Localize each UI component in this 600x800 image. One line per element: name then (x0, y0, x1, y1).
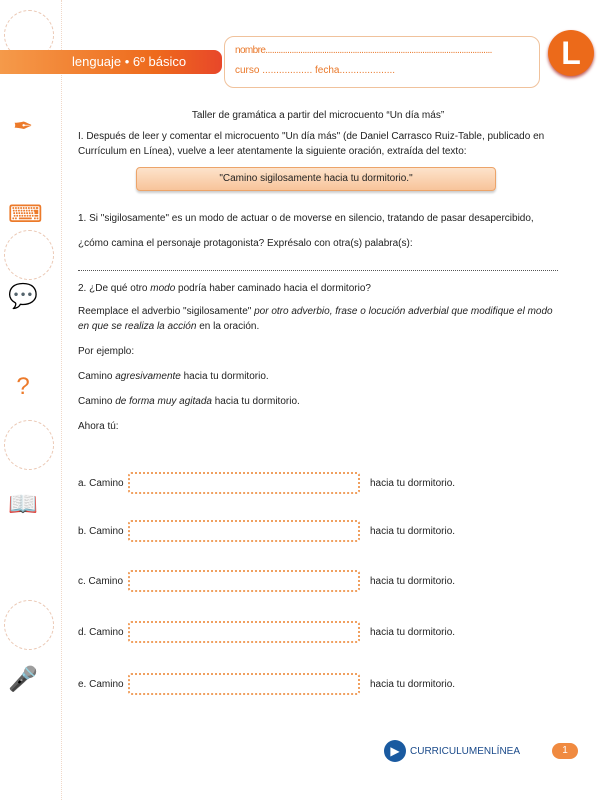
subject-banner: lenguaje • 6º básico (0, 50, 222, 74)
answer-input[interactable] (128, 520, 360, 542)
brand-text: CURRICULUMENLÍNEA (410, 745, 521, 757)
quote-box: "Camino sigilosamente hacia tu dormitorio." (136, 167, 496, 191)
answer-input[interactable] (128, 570, 360, 592)
swirl-decoration (4, 600, 54, 650)
text: agresivamente (115, 371, 181, 382)
row-label: d. Camino (78, 626, 124, 638)
text: de forma muy agitada (115, 396, 212, 407)
course-date-field[interactable]: curso .................. fecha.................... (235, 65, 396, 76)
text: hacia tu dormitorio. (211, 396, 300, 407)
row-label: b. Camino (78, 525, 124, 537)
worksheet-content (78, 108, 558, 434)
answer-row-b (78, 520, 455, 542)
example-1 (78, 369, 558, 384)
feather-pen-icon: ✒ (12, 113, 34, 140)
question-1a: 1. Si "sigilosamente" es un modo de actuar o de moverse en silencio, tratando de pasar desapercibido, (78, 213, 534, 224)
text: en la oración. (196, 321, 260, 332)
swirl-decoration (4, 420, 54, 470)
text: modo (150, 283, 176, 294)
answer-row-e (78, 673, 455, 695)
text: podría haber caminado hacia el dormitorio? (175, 283, 371, 294)
answer-input[interactable] (128, 621, 360, 643)
now-you-label: Ahora tú: (78, 421, 119, 432)
answer-input[interactable] (128, 472, 360, 494)
row-label: c. Camino (78, 575, 124, 587)
text: Reemplace el adverbio "sigilosamente" (78, 306, 255, 317)
student-info-box (224, 36, 540, 88)
speech-bubble-icon: 💬 (8, 283, 38, 310)
row-suffix: hacia tu dormitorio. (370, 575, 456, 587)
answer-row-a (78, 472, 455, 494)
text: Camino (78, 371, 116, 382)
typewriter-icon: ⌨ (8, 201, 43, 228)
instruction (78, 304, 558, 334)
name-field[interactable]: nombre........................................................................................................ (235, 45, 492, 56)
text: por otro adverbio, frase o locución adverbial que modifique el modo en que se realiza la acción (78, 306, 553, 332)
row-suffix: hacia tu dormitorio. (370, 626, 456, 638)
decorative-margin (0, 0, 62, 800)
intro-text: I. Después de leer y comentar el microcuento "Un día más" (de Daniel Carrasco Ruiz-Table, publicado en Currículum en Línea), vuelve a leer atentamente la siguiente oración, extraída del texto: (78, 131, 545, 157)
row-label: a. Camino (78, 477, 124, 489)
example-label: Por ejemplo: (78, 346, 135, 357)
subject-logo: L (548, 30, 594, 76)
example-2 (78, 394, 558, 409)
text: hacia tu dormitorio. (180, 371, 269, 382)
play-arrow-icon: ▶ (384, 740, 406, 762)
text: 2. ¿De qué otro (78, 283, 151, 294)
book-icon: 📖 (8, 491, 38, 518)
text: Camino (78, 396, 116, 407)
row-suffix: hacia tu dormitorio. (370, 525, 456, 537)
answer-row-d (78, 621, 455, 643)
swirl-decoration (4, 230, 54, 280)
question-1b: ¿cómo camina el personaje protagonista? Exprésalo con otra(s) palabra(s): (78, 238, 413, 249)
microphone-icon: 🎤 (8, 666, 38, 693)
answer-input[interactable] (128, 673, 360, 695)
worksheet-title: Taller de gramática a partir del microcuento “Un día más” (191, 110, 445, 121)
answer-line[interactable] (78, 261, 558, 271)
curriculum-logo (384, 740, 520, 762)
answer-row-c (78, 570, 455, 592)
row-label: e. Camino (78, 678, 124, 690)
row-suffix: hacia tu dormitorio. (370, 678, 456, 690)
question-2 (78, 281, 558, 296)
row-suffix: hacia tu dormitorio. (370, 477, 456, 489)
page-number: 1 (552, 743, 578, 759)
question-mark-icon: ? (16, 373, 30, 400)
